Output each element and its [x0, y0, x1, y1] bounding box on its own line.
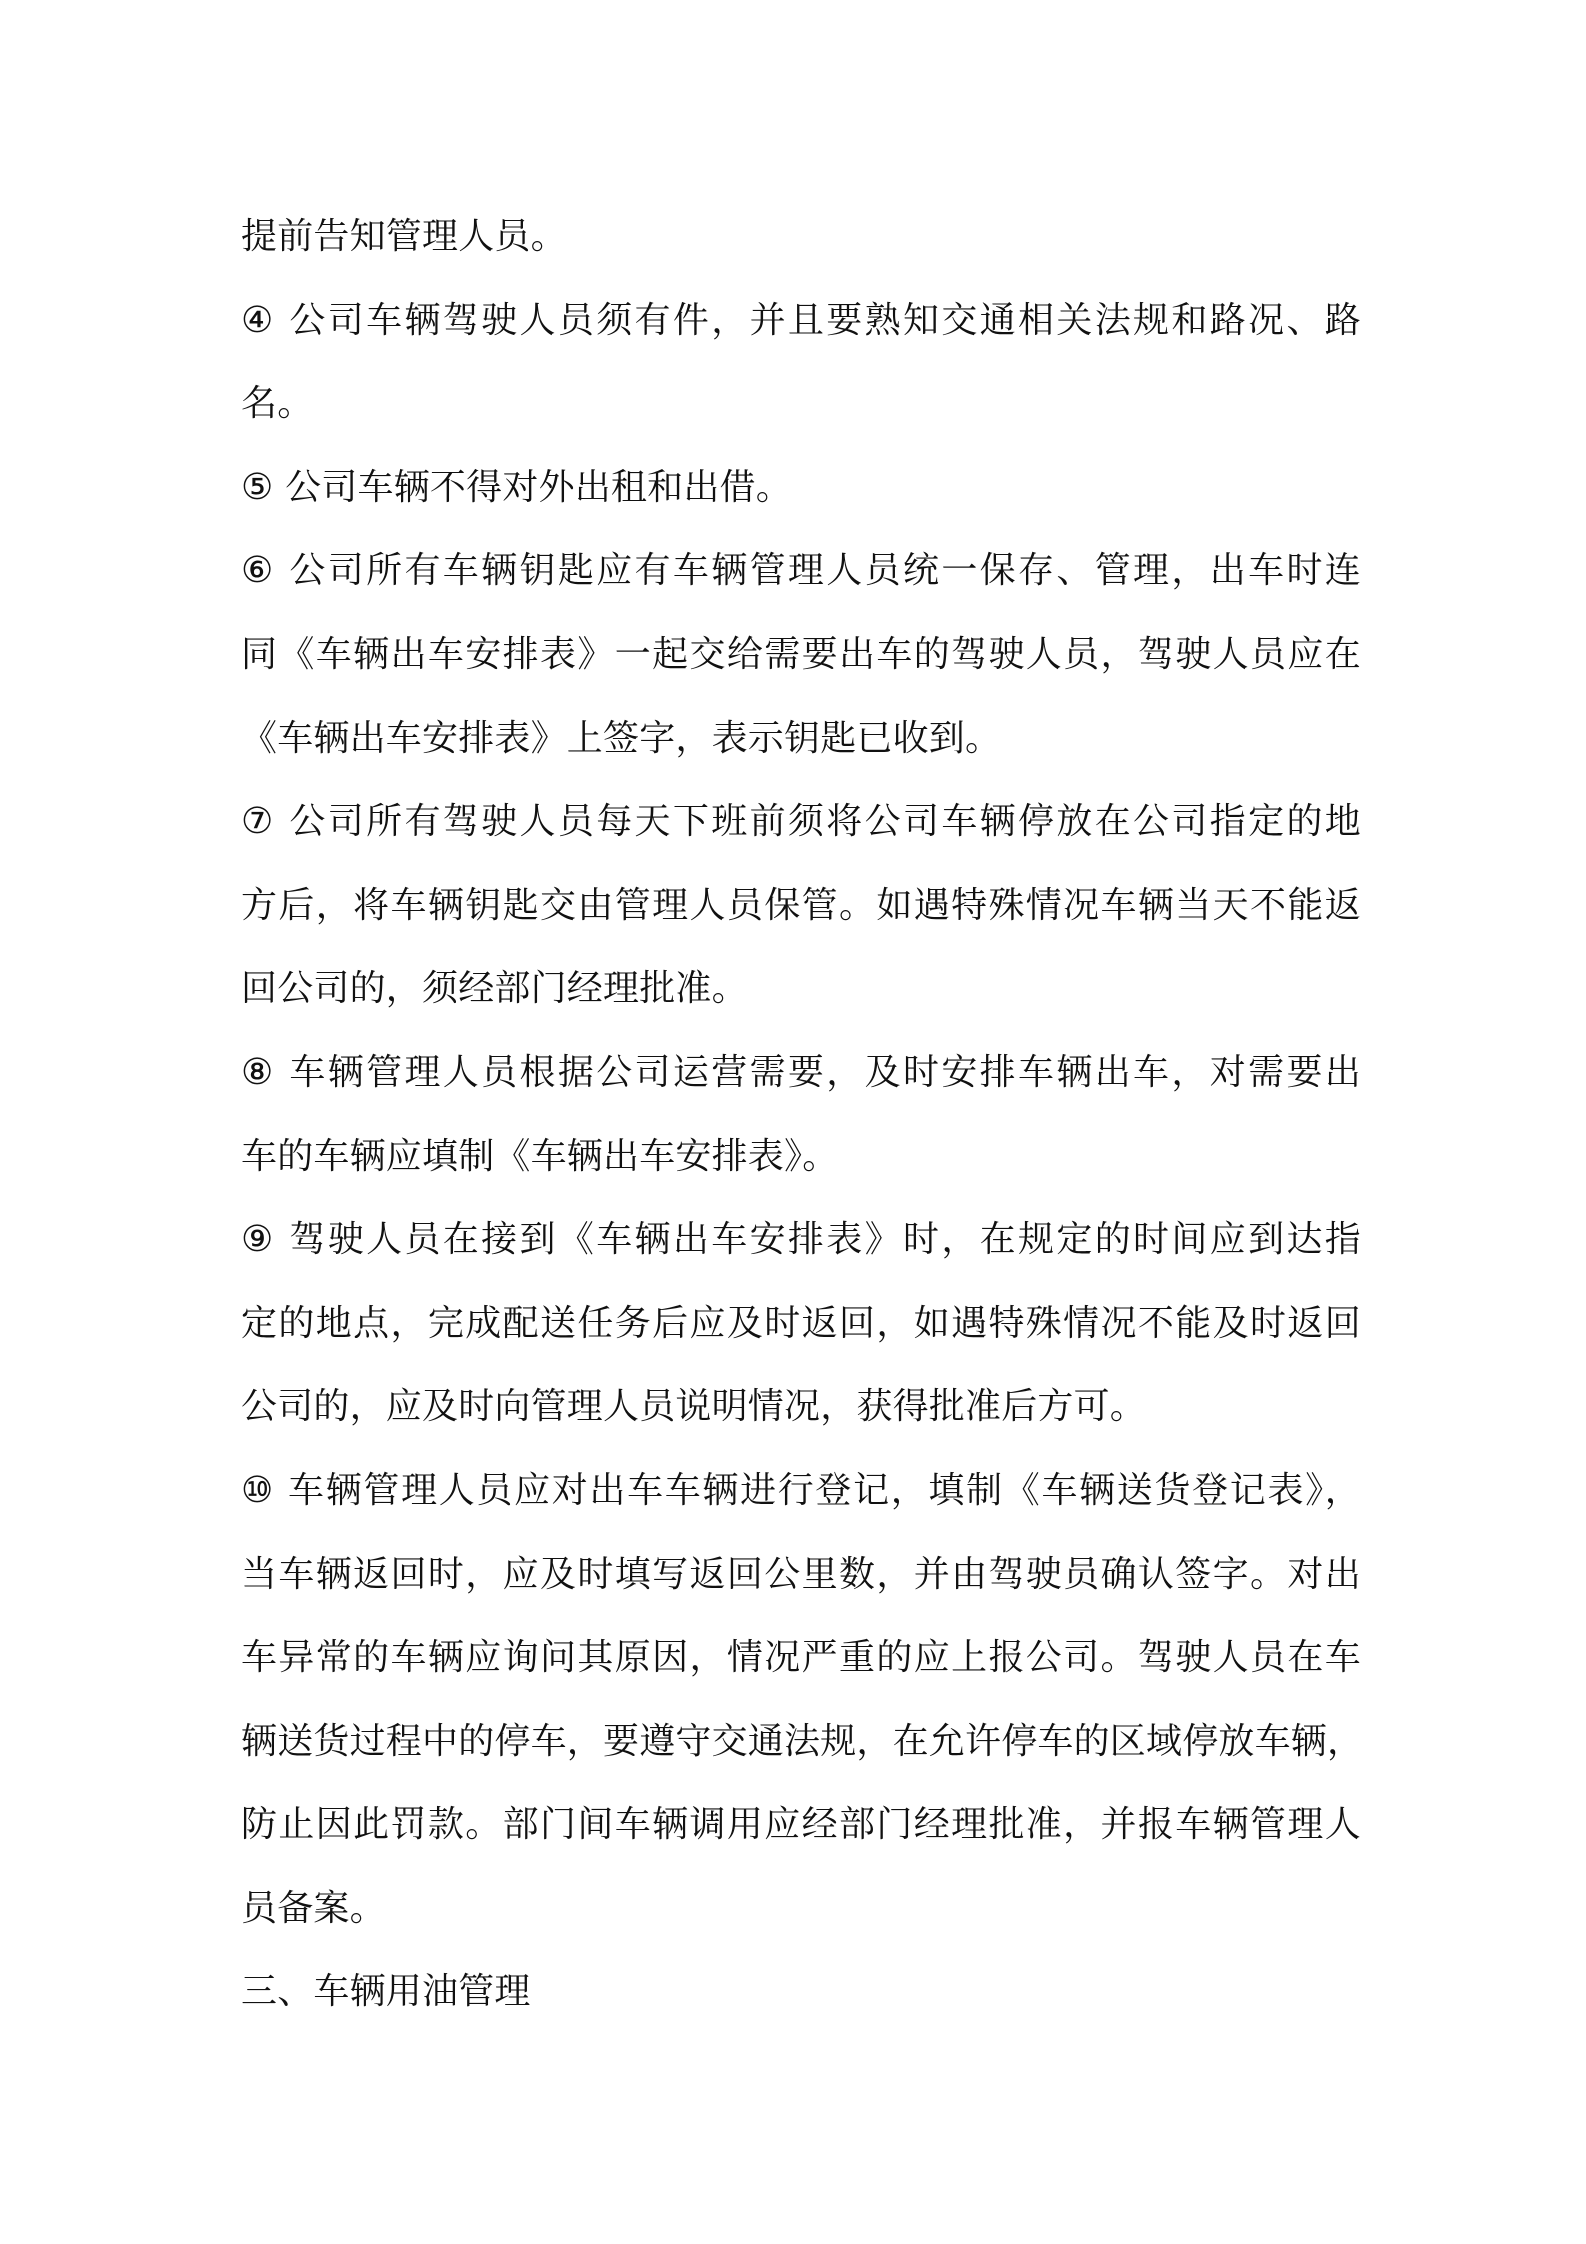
text-line: 车的车辆应填制《车辆出车安排表》。: [241, 1135, 839, 1177]
text-line: 定的地点，完成配送任务后应及时返回，如遇特殊情况不能及时返回: [241, 1302, 1361, 1344]
text-line: ④ 公司车辆驾驶人员须有件，并且要熟知交通相关法规和路况、路: [241, 299, 1361, 341]
document-body: [241, 195, 1364, 2034]
text-line: 回公司的，须经部门经理批准。: [241, 968, 748, 1010]
text-line: ⑧ 车辆管理人员根据公司运营需要，及时安排车辆出车，对需要出: [241, 1051, 1361, 1093]
text-line: 防止因此罚款。部门间车辆调用应经部门经理批准，并报车辆管理人: [241, 1804, 1361, 1846]
text-line: ⑨ 驾驶人员在接到《车辆出车安排表》时，在规定的时间应到达指: [241, 1219, 1361, 1261]
text-line: ⑩ 车辆管理人员应对出车车辆进行登记，填制《车辆送货登记表》，: [241, 1469, 1361, 1511]
text-line: 方后，将车辆钥匙交由管理人员保管。如遇特殊情况车辆当天不能返: [241, 884, 1361, 926]
text-line: 当车辆返回时，应及时填写返回公里数，并由驾驶员确认签字。对出: [241, 1553, 1361, 1595]
text-line: 同《车辆出车安排表》一起交给需要出车的驾驶人员，驾驶人员应在: [241, 633, 1361, 675]
text-line: 员备案。: [241, 1887, 386, 1929]
text-line: 《车辆出车安排表》上签字，表示钥匙已收到。: [241, 717, 1002, 759]
text-line: 提前告知管理人员。: [241, 216, 567, 257]
section-heading: 三、车辆用油管理: [241, 1971, 531, 2013]
text-line: 车异常的车辆应询问其原因，情况严重的应上报公司。驾驶人员在车: [241, 1637, 1361, 1679]
text-line: ⑤ 公司车辆不得对外出租和出借。: [241, 466, 792, 508]
text-line: 辆送货过程中的停车，要遵守交通法规，在允许停车的区域停放车辆，: [241, 1720, 1364, 1762]
text-line: ⑥ 公司所有车辆钥匙应有车辆管理人员统一保存、管理，出车时连: [241, 550, 1361, 592]
text-line: 公司的，应及时向管理人员说明情况，获得批准后方可。: [241, 1386, 1147, 1428]
text-line: 名。: [241, 383, 314, 425]
text-line: ⑦ 公司所有驾驶人员每天下班前须将公司车辆停放在公司指定的地: [241, 801, 1361, 843]
